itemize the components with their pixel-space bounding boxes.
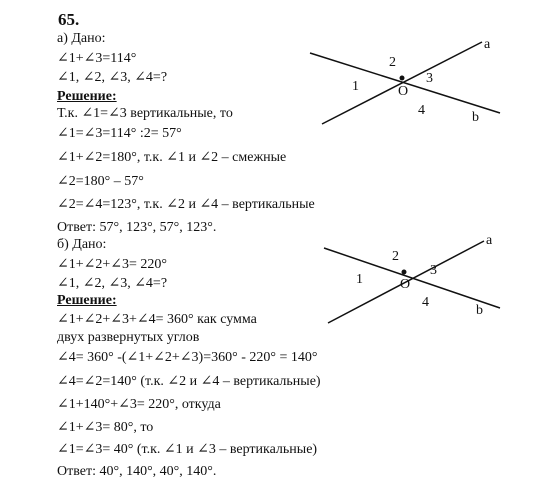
part-a-step-1: Т.к. ∠1=∠3 вертикальные, то bbox=[57, 106, 233, 121]
part-a-given-sum: ∠1+∠3=114° bbox=[57, 51, 137, 66]
part-a-step-2: ∠1=∠3=114° :2= 57° bbox=[57, 126, 182, 141]
angle-label-4: 4 bbox=[422, 295, 429, 310]
part-b-solution-heading: Решение: bbox=[57, 293, 117, 308]
angle-label-1: 1 bbox=[352, 79, 359, 94]
part-b-step-5: ∠1+140°+∠3= 220°, откуда bbox=[57, 397, 221, 412]
part-a-given-heading: а) Дано: bbox=[57, 31, 106, 46]
angle-label-1: 1 bbox=[356, 272, 363, 287]
part-b-step-7: ∠1=∠3= 40° (т.к. ∠1 и ∠3 – вертикальные) bbox=[57, 442, 318, 457]
line-b bbox=[310, 53, 500, 113]
part-b-answer: Ответ: 40°, 140°, 40°, 140°. bbox=[57, 464, 217, 479]
intersection-point bbox=[402, 270, 407, 275]
part-a-find: ∠1, ∠2, ∠3, ∠4=? bbox=[57, 70, 168, 85]
problem-number: 65. bbox=[58, 10, 80, 29]
part-b-step-1: ∠1+∠2+∠3+∠4= 360° как сумма bbox=[57, 312, 257, 327]
part-b-diagram bbox=[300, 228, 530, 328]
line-b-label: b bbox=[476, 303, 483, 318]
part-a-solution-heading: Решение: bbox=[57, 89, 117, 104]
part-a-answer: Ответ: 57°, 123°, 57°, 123°. bbox=[57, 220, 217, 235]
part-a-step-4: ∠2=180° – 57° bbox=[57, 174, 144, 189]
part-b-given-heading: б) Дано: bbox=[57, 237, 107, 252]
center-label: O bbox=[398, 84, 409, 99]
part-a-diagram bbox=[300, 30, 530, 130]
part-b-step-6: ∠1+∠3= 80°, то bbox=[57, 420, 154, 435]
center-label: O bbox=[400, 277, 411, 292]
angle-label-3: 3 bbox=[426, 71, 433, 86]
line-a-label: a bbox=[486, 233, 493, 248]
part-a-step-5: ∠2=∠4=123°, т.к. ∠2 и ∠4 – вертикальные bbox=[57, 197, 315, 212]
line-b-label: b bbox=[472, 110, 479, 125]
angle-label-2: 2 bbox=[392, 249, 399, 264]
angle-label-4: 4 bbox=[418, 103, 425, 118]
angle-label-3: 3 bbox=[430, 263, 437, 278]
angle-label-2: 2 bbox=[389, 55, 396, 70]
part-b-find: ∠1, ∠2, ∠3, ∠4=? bbox=[57, 276, 168, 291]
part-b-given-sum: ∠1+∠2+∠3= 220° bbox=[57, 257, 167, 272]
part-b-step-4: ∠4=∠2=140° (т.к. ∠2 и ∠4 – вертикальные) bbox=[57, 374, 321, 389]
part-b-step-2: двух развернутых углов bbox=[57, 330, 200, 345]
part-a-step-3: ∠1+∠2=180°, т.к. ∠1 и ∠2 – смежные bbox=[57, 150, 287, 165]
line-a-label: a bbox=[484, 37, 491, 52]
part-b-step-3: ∠4= 360° -(∠1+∠2+∠3)=360° - 220° = 140° bbox=[57, 350, 318, 365]
line-a bbox=[322, 42, 482, 124]
line-b bbox=[324, 248, 500, 308]
intersection-point bbox=[400, 76, 405, 81]
